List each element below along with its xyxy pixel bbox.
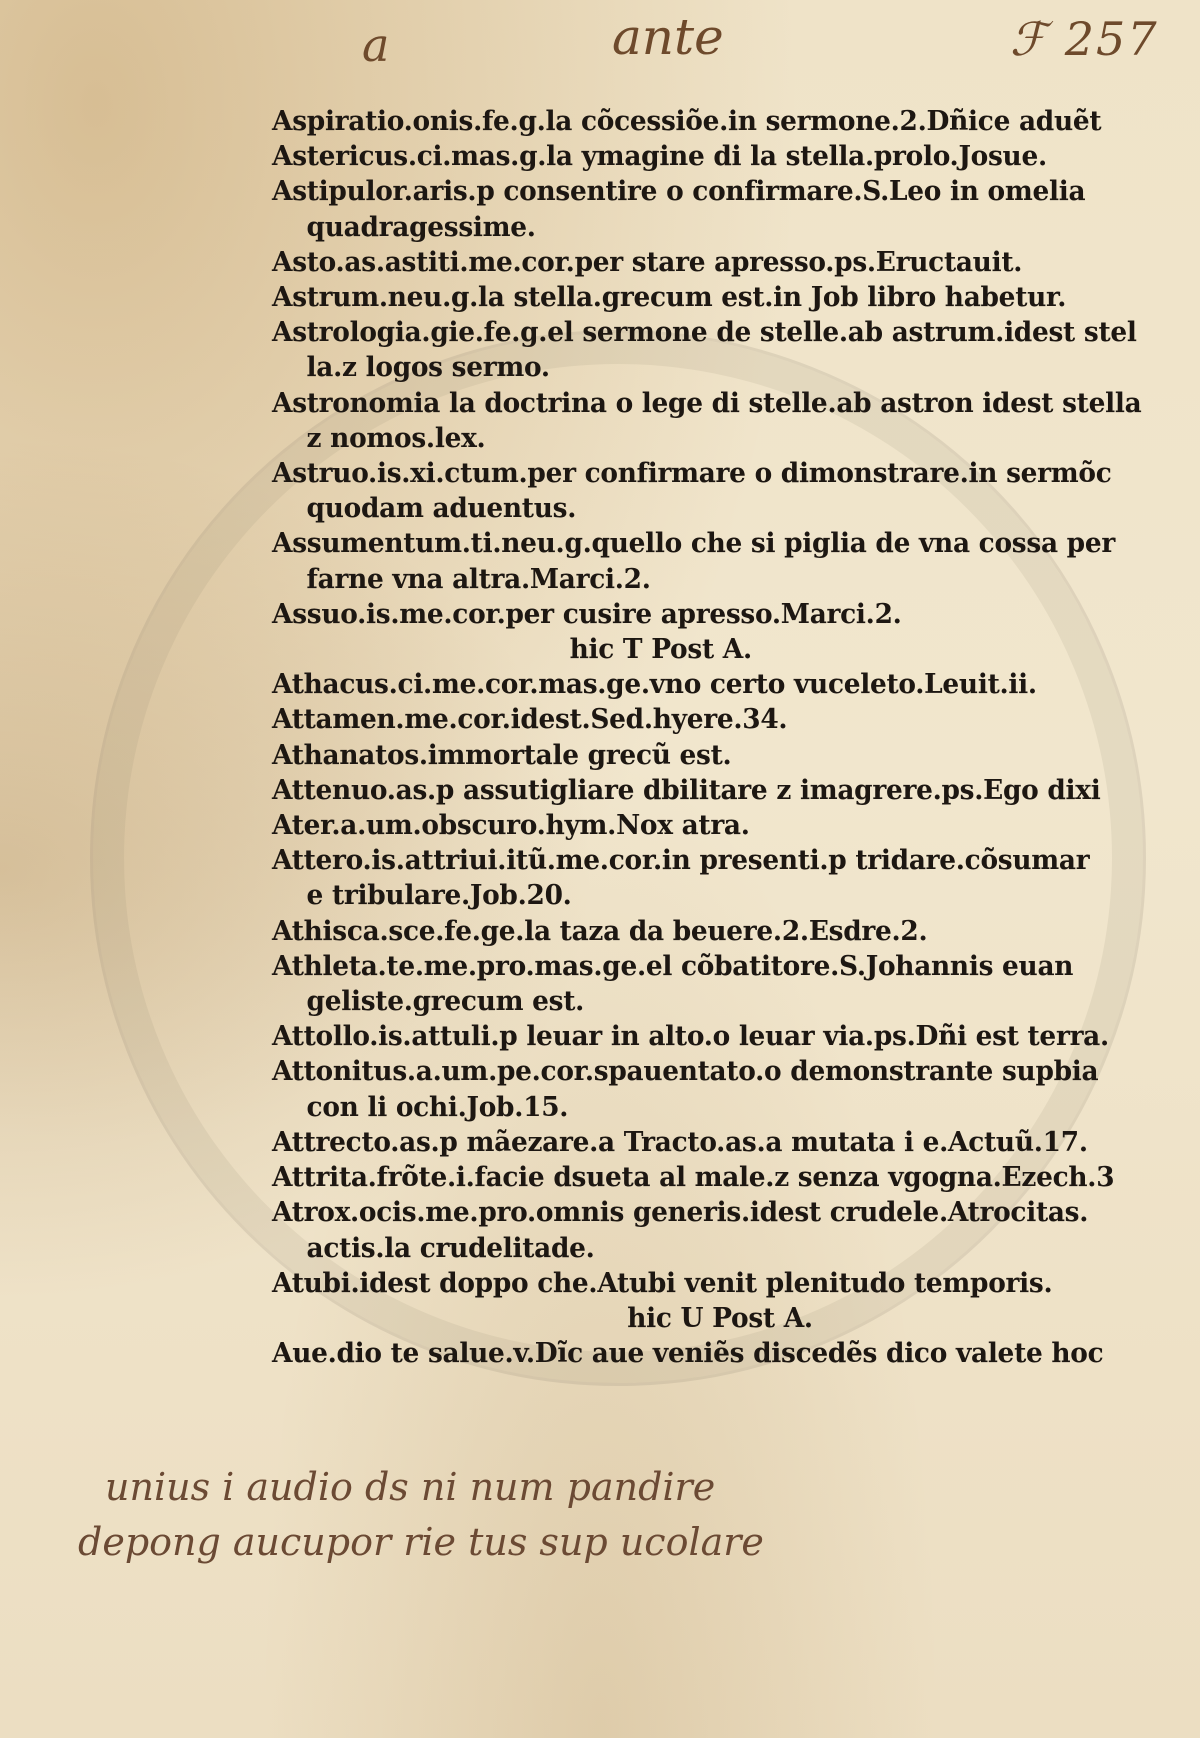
glossary-entry-line: Attero.is.attriui.itũ.me.cor.in presenti.p tridare.cõsumar xyxy=(272,844,1090,877)
entry-continuation-line: farne vna altra.Marci.2. xyxy=(306,562,651,595)
glossary-entry-line: Assuo.is.me.cor.per cusire apresso.Marci.2. xyxy=(272,597,902,630)
glossary-entry-line: Astruo.is.xi.ctum.per confirmare o dimonstrare.in sermõc xyxy=(272,457,1112,490)
entry-continuation-line: con li ochi.Job.15. xyxy=(306,1090,569,1123)
glossary-entry-line: Astronomia la doctrina o lege di stelle.ab astron idest stella xyxy=(272,386,1142,419)
section-heading: hic T Post A. xyxy=(569,633,752,666)
folio-number: ℱ 257 xyxy=(1010,12,1159,66)
glossary-entry-line: Aspiratio.onis.fe.g.la cõcessiõe.in sermone.2.Dñice aduẽt xyxy=(272,105,1102,137)
entry-continuation-line: geliste.grecum est. xyxy=(306,985,585,1018)
glossary-entry-line: Attonitus.a.um.pe.cor.spauentato.o demonstrante supbia xyxy=(272,1055,1099,1088)
entry-continuation-line: e tribulare.Job.20. xyxy=(306,879,572,912)
entry-continuation-line: quadragessime. xyxy=(306,210,536,243)
glossary-entry-line: Assumentum.ti.neu.g.quello che si piglia de vna cossa per xyxy=(272,527,1115,560)
glossary-entry-line: Attrita.frõte.i.facie dsueta al male.z senza vgogna.Ezech.3 xyxy=(272,1161,1115,1194)
glossary-entry-line: Athleta.te.me.pro.mas.ge.el cõbatitore.S.Johannis euan xyxy=(272,949,1074,982)
glossary-text-block xyxy=(272,104,1172,1371)
glossary-entry-line: Athacus.ci.me.cor.mas.ge.vno certo vuceleto.Leuit.ii. xyxy=(272,668,1037,701)
glossary-entry-line: Astrologia.gie.fe.g.el sermone de stelle.ab astrum.idest stel xyxy=(272,316,1137,349)
glossary-entry-line: Attollo.is.attuli.p leuar in alto.o leuar via.ps.Dñi est terra. xyxy=(272,1020,1109,1053)
entry-continuation-line: quodam aduentus. xyxy=(306,492,577,525)
marginal-note-line-2: depong aucupor rie tus sup ucolare xyxy=(78,1520,764,1564)
glossary-entry-line: Attenuo.as.p assutigliare dbilitare z imagrere.ps.Ego dixi xyxy=(272,773,1101,806)
handwritten-header-note: ante xyxy=(612,8,724,66)
glossary-entry-line: Asto.as.astiti.me.cor.per stare apresso.ps.Eructauit. xyxy=(272,245,1023,278)
entry-continuation-line: la.z logos sermo. xyxy=(306,351,550,384)
glossary-entry-line: Athisca.sce.fe.ge.la taza da beuere.2.Esdre.2. xyxy=(272,914,928,947)
glossary-entry-line: Atubi.idest doppo che.Atubi venit plenitudo temporis. xyxy=(272,1266,1053,1299)
glossary-entry-line: Attamen.me.cor.idest.Sed.hyere.34. xyxy=(272,703,788,736)
glossary-entry-line: Atrox.ocis.me.pro.omnis generis.idest crudele.Atrocitas. xyxy=(272,1196,1089,1229)
marginal-note-line-1: unius i audio ds ni num pandire xyxy=(105,1465,716,1509)
signature-mark: a xyxy=(362,18,390,72)
glossary-entry-line: Ater.a.um.obscuro.hym.Nox atra. xyxy=(272,809,750,842)
glossary-entry-line: Astericus.ci.mas.g.la ymagine di la stella.prolo.Josue. xyxy=(272,140,1047,173)
entry-continuation-line: actis.la crudelitade. xyxy=(306,1231,595,1264)
glossary-entry-line: Astipulor.aris.p consentire o confirmare.S.Leo in omelia xyxy=(272,175,1086,208)
glossary-entry-line: Athanatos.immortale grecũ est. xyxy=(272,738,732,771)
glossary-entry-line: Attrecto.as.p mãezare.a Tracto.as.a mutata i e.Actuũ.17. xyxy=(272,1125,1088,1158)
glossary-entry-line: Aue.dio te salue.v.Dĩc aue veniẽs discedẽs dico valete hoc xyxy=(272,1337,1104,1370)
glossary-entry-line: Astrum.neu.g.la stella.grecum est.in Job libro habetur. xyxy=(272,281,1067,314)
section-heading: hic U Post A. xyxy=(627,1301,813,1334)
entry-continuation-line: z nomos.lex. xyxy=(306,421,486,454)
